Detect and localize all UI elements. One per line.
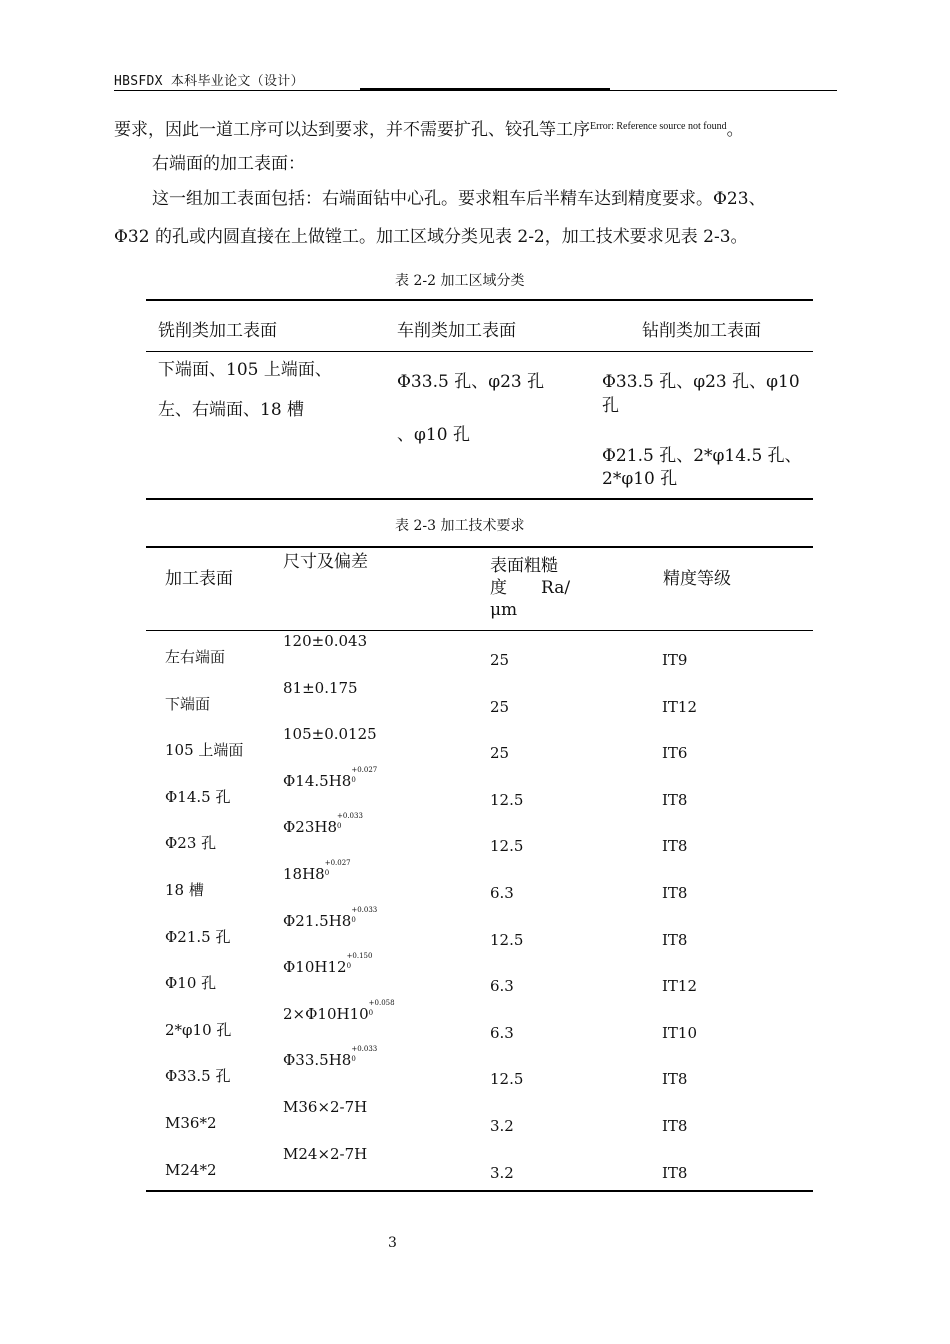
table-row-surface: 左右端面 [165,648,226,666]
tolerance-upper: +0.058 [368,998,395,1007]
dimension-value: Φ33.5H8 [283,1051,352,1070]
tolerance-lower: 0 [368,1008,374,1017]
reference-error-note: Error: Reference source not found [590,121,727,132]
table-2-3-header-dimension: 尺寸及偏差 [283,552,368,572]
table-row-grade: IT8 [662,790,688,809]
table-row-grade: IT8 [662,837,688,856]
table-row-surface: M24*2 [165,1160,217,1179]
table-row-dimension [283,1145,367,1163]
paragraph-1 [114,116,837,141]
paragraph-3-line-1: 这一组加工表面包括：右端面钻中心孔。要求粗车后半精车达到精度要求。Φ23、 [152,189,766,209]
table-row-dimension [283,1098,367,1116]
table-row-surface: Φ21.5 孔 [165,927,231,946]
paragraph-2: 右端面的加工表面： [152,154,305,174]
tolerance-lower: 0 [351,915,356,924]
table-2-2-milling-line-1: 下端面、105 上端面、 [158,360,332,380]
table-row-dimension [283,679,358,697]
tolerance-upper: +0.033 [351,1045,378,1054]
table-row-dimension [283,905,378,930]
table-row-dimension [283,632,367,650]
table-2-3-header-rule [146,630,813,631]
paragraph-1-text: 要求，因此一道工序可以达到要求，并不需要扩孔、铰孔等工序 [114,120,590,140]
header-rule-accent [360,88,610,90]
table-row-surface: 105 上端面 [165,741,244,760]
tolerance-upper: +0.027 [324,859,351,867]
table-2-2-header-turning: 车削类加工表面 [397,321,516,341]
table-2-3-header-roughness-3: μm [490,600,518,620]
table-row-surface: Φ23 孔 [165,834,217,853]
table-2-2-bottom-rule [146,498,813,500]
table-row-grade: IT6 [662,744,688,763]
table-row-surface: Φ14.5 孔 [165,787,231,806]
document-header: HBSFDX 本科毕业论文（设计） [114,74,304,89]
table-row-roughness: 3.2 [490,1163,514,1182]
dimension-value: Φ21.5H8 [283,911,352,930]
paragraph-1-end: 。 [726,120,744,140]
tolerance-lower: 0 [351,1055,356,1064]
table-2-3-header-roughness-2b: Ra/ [541,578,571,598]
dimension-value: 81±0.175 [283,678,358,697]
dimension-value: 120±0.043 [283,632,368,650]
table-row-roughness: 12.5 [490,930,524,949]
tolerance-lower: 0 [346,962,352,971]
dimension-value: 18H8 [283,865,325,883]
table-2-2-drilling-line-1b: 孔 [602,396,619,416]
table-row-roughness: 25 [490,697,510,716]
table-2-2-caption: 表 2-2 加工区域分类 [395,273,525,289]
tolerance-upper: +0.033 [351,905,378,914]
table-row-grade: IT8 [662,1070,688,1089]
table-2-2-header-rule [146,351,813,352]
dimension-value: M24×2-7H [283,1144,368,1163]
table-2-2-drilling-line-2a: Φ21.5 孔、2*φ14.5 孔、 [602,446,802,466]
table-row-surface: 18 槽 [165,881,204,899]
table-row-grade: IT8 [662,1163,688,1182]
table-2-2-header-drilling: 钻削类加工表面 [642,321,761,341]
table-row-surface: M36*2 [165,1114,217,1132]
tolerance-stack [351,905,378,926]
paragraph-3-line-2: Φ32 的孔或内圆直接在上做镗工。加工区域分类见表 2-2，加工技术要求见表 2-3。 [114,227,748,247]
table-row-grade: IT8 [662,1117,688,1135]
table-2-2-header-milling: 铣削类加工表面 [158,321,277,341]
table-row-roughness: 12.5 [490,790,524,809]
table-row-dimension [283,998,395,1023]
tolerance-stack [346,952,373,972]
table-2-2-top-rule [146,299,813,301]
table-2-2-turning-line-1: Φ33.5 孔、φ23 孔 [397,372,545,392]
table-2-3-top-rule [146,546,813,548]
table-2-3-header-grade: 精度等级 [663,569,731,589]
table-row-dimension [283,952,373,977]
table-row-grade: IT10 [662,1023,698,1042]
tolerance-upper: +0.033 [337,812,363,821]
table-row-roughness: 3.2 [490,1117,514,1135]
header-rule [114,90,837,91]
table-2-3-header-surface: 加工表面 [165,569,233,589]
tolerance-stack [324,859,351,879]
table-row-roughness: 12.5 [490,837,524,856]
table-row-surface: Φ33.5 孔 [165,1067,231,1086]
dimension-value: M36×2-7H [283,1098,368,1116]
tolerance-stack [351,765,378,786]
table-row-dimension [283,812,363,837]
tolerance-lower: 0 [324,869,330,877]
table-2-2-milling-line-2: 左、右端面、18 槽 [158,400,305,420]
table-2-3-caption: 表 2-3 加工技术要求 [395,518,525,534]
tolerance-stack [368,998,395,1019]
tolerance-upper: +0.150 [346,952,373,961]
table-2-2-turning-line-2: 、φ10 孔 [397,425,470,445]
dimension-value: Φ23H8 [283,818,338,837]
table-row-grade: IT9 [662,651,688,669]
tolerance-lower: 0 [337,822,342,831]
table-row-grade: IT12 [662,977,698,996]
table-row-dimension [283,725,377,743]
table-row-dimension [283,859,351,883]
dimension-value: 105±0.0125 [283,725,377,744]
tolerance-lower: 0 [351,775,356,784]
tolerance-stack [351,1045,378,1065]
table-2-3-header-roughness-1: 表面粗糙 [490,556,558,576]
table-2-2-drilling-line-2b: 2*φ10 孔 [602,469,678,489]
table-row-dimension [283,1045,378,1070]
dimension-value: 2×Φ10H10 [283,1004,369,1023]
table-row-surface: 2*φ10 孔 [165,1020,232,1039]
tolerance-stack [337,812,363,832]
table-row-dimension [283,765,378,790]
table-row-surface: 下端面 [165,694,211,713]
table-row-roughness: 6.3 [490,1023,514,1042]
table-2-3-bottom-rule [146,1190,813,1192]
dimension-value: Φ10H12 [283,958,347,977]
table-row-roughness: 12.5 [490,1070,524,1089]
table-row-roughness: 6.3 [490,884,514,902]
dimension-value: Φ14.5H8 [283,771,352,790]
table-row-roughness: 25 [490,744,510,763]
page-number: 3 [388,1235,397,1251]
table-2-2-drilling-line-1a: Φ33.5 孔、φ23 孔、φ10 [602,372,800,392]
table-row-grade: IT8 [662,884,688,902]
table-row-grade: IT12 [662,697,698,716]
table-2-3-header-roughness-2a: 度 [490,578,507,598]
table-row-grade: IT8 [662,930,688,949]
table-row-surface: Φ10 孔 [165,974,217,993]
table-row-roughness: 25 [490,651,510,669]
table-row-roughness: 6.3 [490,977,514,996]
tolerance-upper: +0.027 [351,765,378,774]
